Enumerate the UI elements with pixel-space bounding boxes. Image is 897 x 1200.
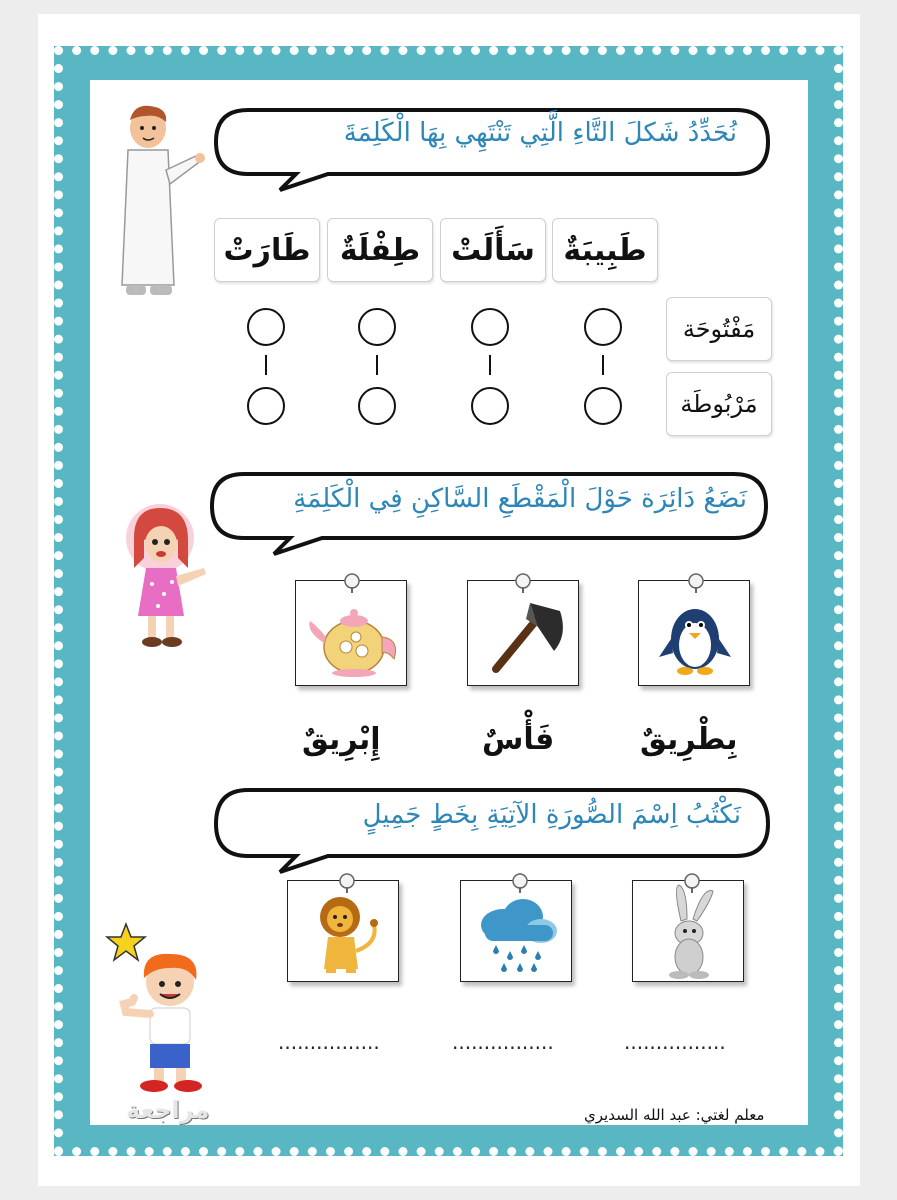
word-box-3: طِفْلَةٌ [327,218,433,282]
syllable-word-2[interactable]: فَأْسٌ [482,722,555,757]
answer-circle-open-1[interactable] [584,308,622,346]
picture-card-axe [467,580,579,686]
instruction-1: نُحَدِّدُ شَكلَ التَّاءِ الَّتِي تَنْتَهِي بِهَا الْكَلِمَةَ [343,118,737,148]
girl-character-icon [112,498,222,658]
pushpin-icon [512,572,534,594]
answer-circle-open-3[interactable] [358,308,396,346]
picture-card-teapot [295,580,407,686]
pushpin-icon [509,872,531,894]
boy-character-icon [110,100,210,310]
teapot-icon [296,581,406,685]
instruction-3: نَكْتُبُ اِسْمَ الصُّورَةِ الآتِيَةِ بِخَطٍ جَمِيلٍ [362,800,741,830]
picture-card-lion [287,880,399,982]
pushpin-icon [341,572,363,594]
thumbs-up-boy-icon [114,950,224,1098]
review-label: مراجعة [126,1096,210,1124]
type-open-ta: مَفْتُوحَة [666,297,772,361]
answer-blank-3[interactable]: ................ [278,1030,380,1054]
lion-icon [288,881,398,981]
type-closed-ta: مَرْبُوطَة [666,372,772,436]
word-box-2: سَأَلَتْ [440,218,546,282]
answer-blank-2[interactable]: ................ [452,1030,554,1054]
answer-circle-open-4[interactable] [247,308,285,346]
connector-line [602,355,604,375]
word-box-1: طَبِيبَةٌ [552,218,658,282]
answer-circle-closed-3[interactable] [358,387,396,425]
axe-icon [468,581,578,685]
picture-card-rabbit [632,880,744,982]
instruction-2: نَضَعُ دَائِرَة حَوْلَ الْمَقْطَعِ السَّاكِنِ فِي الْكَلِمَةِ [293,484,747,514]
answer-circle-open-2[interactable] [471,308,509,346]
answer-blank-1[interactable]: ................ [624,1030,726,1054]
connector-line [265,355,267,375]
connector-line [376,355,378,375]
pushpin-icon [336,872,358,894]
pushpin-icon [685,572,707,594]
penguin-icon [639,581,749,685]
rabbit-icon [633,881,743,981]
pushpin-icon [681,872,703,894]
syllable-word-3[interactable]: إِبْرِيقٌ [302,722,381,757]
teacher-credit: معلم لغتي: عبد الله السديري [584,1106,765,1124]
answer-circle-closed-2[interactable] [471,387,509,425]
connector-line [489,355,491,375]
picture-card-rain-cloud [460,880,572,982]
syllable-word-1[interactable]: بِطْرِيقٌ [640,722,738,757]
rain-cloud-icon [461,881,571,981]
word-box-4: طَارَتْ [214,218,320,282]
speech-bubble-3 [208,784,774,876]
answer-circle-closed-4[interactable] [247,387,285,425]
picture-card-penguin [638,580,750,686]
answer-circle-closed-1[interactable] [584,387,622,425]
